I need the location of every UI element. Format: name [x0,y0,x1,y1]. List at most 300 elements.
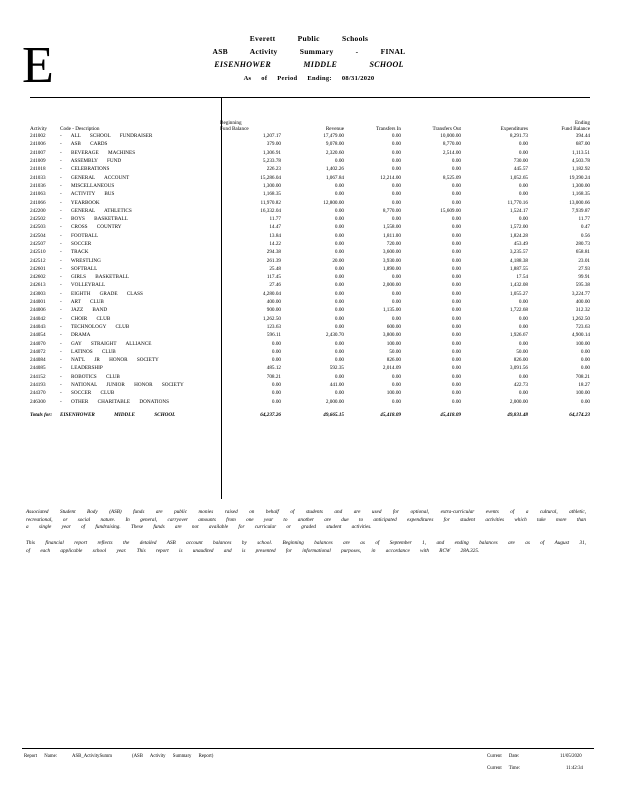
cell-ending: 0.00 [580,348,590,355]
cell-ending: 99.91 [578,274,590,281]
cell-ending: 18.27 [578,382,590,389]
footer-report-name: ASB_ActivitySumm [72,754,112,759]
cell-revenue: 0.00 [334,182,344,189]
cell-revenue: 0.00 [334,158,344,165]
cell-transfers-out: 0.00 [451,340,461,347]
cell-transfers-out: 8,525.09 [442,174,461,181]
cell-expenditures: 2,000.00 [509,398,528,405]
totals-beginning: 64,237.26 [260,411,281,418]
cell-transfers-in: 1,811.00 [383,232,401,239]
cell-revenue: 0.00 [334,340,344,347]
cell-beginning: 117.45 [266,274,281,281]
header-rule [30,97,590,98]
cell-expenditures: 0.00 [518,299,528,306]
cell-beginning: 16,332.04 [260,207,281,214]
col-beginning-balance [220,110,281,132]
cell-description: - ASB CARDS [60,141,108,148]
cell-ending: 312.32 [575,307,590,314]
cell-expenditures: 0.00 [518,216,528,223]
cell-transfers-in: 50.00 [389,348,401,355]
cell-description: - GAY STRAIGHT ALLIANCE [60,340,152,347]
cell-expenditures: 1,824.28 [509,232,528,239]
cell-revenue: 0.00 [334,373,344,380]
table-row [30,149,590,157]
cell-beginning: 4,280.04 [262,290,281,297]
cell-transfers-in: 0.00 [391,382,401,389]
cell-revenue: 12,800.00 [323,199,344,206]
cell-transfers-out: 0.00 [451,249,461,256]
cell-beginning: 1,300.00 [262,182,281,189]
cell-revenue: 0.00 [334,290,344,297]
cell-activity: 242601 [30,265,46,272]
cell-beginning: 11.77 [269,216,281,223]
cell-revenue: 0.00 [334,207,344,214]
cell-beginning: 5,233.78 [262,158,281,165]
cell-expenditures: 1,524.17 [509,207,528,214]
cell-transfers-out: 0.00 [451,158,461,165]
cell-revenue: 0.00 [334,241,344,247]
cell-beginning: 11,970.82 [260,199,281,206]
table-row [30,364,590,372]
cell-activity: 244054 [30,332,46,339]
table-row [30,281,590,289]
col-beginning-label-2: Fund Balance [220,126,249,132]
table-row [30,140,590,148]
cell-description: - TRACK [60,249,89,256]
cell-activity: 242512 [30,257,46,264]
cell-description: - CROSS COUNTRY [60,224,122,231]
cell-ending: 100.00 [575,340,590,347]
cell-transfers-in: 0.00 [391,199,401,206]
cell-ending: 7,939.87 [571,207,590,214]
table-row [30,323,590,331]
cell-transfers-in: 2,014.09 [382,365,401,372]
cell-beginning: 14.22 [269,241,281,247]
cell-transfers-out: 0.00 [451,216,461,223]
col-ending-label-2: Fund Balance [561,126,590,132]
cell-revenue: 0.00 [334,265,344,272]
cell-beginning: 27.46 [269,282,281,289]
cell-ending: 19,390.24 [569,174,590,181]
table-row [30,348,590,356]
cell-description: - DRAMA [60,332,91,339]
cell-expenditures: 50.00 [516,348,528,355]
col-ending-label-1: Ending [575,120,590,126]
cell-description: - GIRLS BASKETBALL [60,274,130,281]
cell-description: - NATIONAL JUNIOR HONOR SOCIETY [60,382,184,389]
cell-ending: 1,182.92 [571,166,590,173]
cell-activity: 244152 [30,373,46,380]
cell-transfers-in: 0.00 [391,216,401,223]
cell-ending: 0.47 [580,224,590,231]
cell-expenditures: 0.00 [518,390,528,397]
cell-description: - SOFTBALL [60,265,98,272]
table-row [30,198,590,206]
cell-transfers-out: 0.00 [451,373,461,380]
cell-revenue: 0.00 [334,232,344,239]
cell-expenditures: 0.00 [518,182,528,189]
cell-description: - ART CLUB [60,299,104,306]
cell-description: - LEADERSHIP [60,365,103,372]
cell-transfers-out: 0.00 [451,274,461,281]
cell-revenue: 2,430.70 [325,332,344,339]
cell-revenue: 0.00 [334,348,344,355]
cell-beginning: 0.00 [271,382,281,389]
cell-beginning: 14.47 [269,224,281,231]
cell-ending: 0.00 [580,398,590,405]
cell-description: - MISCELLANEOUS [60,182,115,189]
cell-ending: 0.56 [580,232,590,239]
footer-report-label: Report Name: [24,754,58,759]
table-row [30,207,590,215]
table-row [30,273,590,281]
cell-beginning: 485.12 [266,365,281,372]
cell-revenue: 1,067.84 [325,174,344,181]
cell-transfers-out: 0.00 [451,398,461,405]
cell-activity: 244193 [30,382,46,389]
cell-transfers-out: 0.00 [451,282,461,289]
cell-transfers-in: 0.00 [391,398,401,405]
totals-row [30,406,590,421]
cell-ending: 1,168.35 [571,191,590,198]
cell-transfers-in: 100.00 [386,340,401,347]
cell-beginning: 1,262.50 [262,315,281,322]
cell-description: - NAT'L JR HONOR SOCIETY [60,357,159,364]
table-row [30,356,590,364]
cell-ending: 723.63 [575,323,590,330]
cell-expenditures: 730.00 [513,158,528,165]
cell-transfers-in: 2,000.00 [382,282,401,289]
cell-activity: 242502 [30,216,46,223]
cell-transfers-in: 0.00 [391,290,401,297]
cell-ending: 1,113.51 [572,149,590,156]
col-expenditures: Expenditures [500,126,528,132]
cell-revenue: 0.00 [334,323,344,330]
cell-expenditures: 1,432.08 [509,282,528,289]
cell-ending: 4,900.14 [571,332,590,339]
cell-beginning: 15,286.04 [260,174,281,181]
activity-summary-table [30,110,590,421]
cell-description: - GENERAL ACCOUNT [60,174,130,181]
cell-description: - ASSEMBLY FUND [60,158,122,165]
footer-time-label: Current Time: [487,766,521,771]
cell-activity: 242602 [30,274,46,281]
cell-revenue: 9,078.00 [325,141,344,148]
table-row [30,232,590,240]
cell-ending: 595.38 [575,282,590,289]
cell-beginning: 1,168.35 [262,191,281,198]
cell-activity: 242200 [30,207,46,214]
cell-transfers-out: 0.00 [451,348,461,355]
cell-description: - OTHER CHARITABLE DONATIONS [60,398,170,405]
cell-transfers-out: 0.00 [451,390,461,397]
cell-activity: 241036 [30,182,46,189]
table-row [30,339,590,347]
col-code-description: Code - Description [60,126,100,132]
table-row [30,306,590,314]
cell-transfers-out: 0.00 [451,323,461,330]
col-activity: Activity [30,126,48,132]
cell-description: - TECHNOLOGY CLUB [60,323,130,330]
cell-activity: 244072 [30,348,46,355]
cell-transfers-out: 0.00 [451,307,461,314]
cell-description: - ACTIVITY BUS [60,191,115,198]
cell-transfers-in: 0.00 [391,373,401,380]
cell-ending: 394.44 [575,133,590,140]
cell-activity: 242507 [30,241,46,247]
cell-expenditures: 0.00 [518,149,528,156]
cell-beginning: 1,306.91 [262,149,281,156]
cell-beginning: 0.00 [271,398,281,405]
table-row [30,290,590,298]
cell-description: - GENERAL ATHLETICS [60,207,132,214]
cell-transfers-out: 0.00 [451,199,461,206]
cell-expenditures: 17.54 [516,274,528,281]
cell-activity: 241007 [30,149,46,156]
cell-expenditures: 11,770.16 [507,199,528,206]
col-transfers-out: Transfers Out [432,126,461,132]
cell-transfers-in: 0.00 [391,158,401,165]
cell-transfers-out: 0.00 [451,182,461,189]
cell-revenue: 0.00 [334,307,344,314]
col-revenue: Revenue [325,126,344,132]
cell-beginning: 379.00 [266,141,281,148]
cell-transfers-out: 2,514.00 [442,149,461,156]
cell-transfers-in: 0.00 [391,166,401,173]
cell-description: - ROBOTICS CLUB [60,373,120,380]
cell-transfers-in: 1,890.00 [382,265,401,272]
cell-ending: 3,224.77 [571,290,590,297]
cell-expenditures: 1,887.55 [509,265,528,272]
cell-expenditures: 0.00 [518,315,528,322]
cell-activity: 241063 [30,191,46,198]
report-header-school: EISENHOWER MIDDLE SCHOOL [214,60,404,69]
cell-description: - EIGHTH GRADE CLASS [60,290,143,297]
footer-date-value: 11/05/2020 [560,754,582,759]
cell-activity: 241006 [30,141,46,148]
cell-activity: 241002 [30,133,46,140]
cell-revenue: 0.00 [334,216,344,223]
cell-transfers-in: 3,600.00 [382,249,401,256]
cell-ending: 27.93 [578,265,590,272]
table-row [30,173,590,181]
totals-expenditures: 49,831.48 [507,411,528,418]
cell-activity: 244070 [30,340,46,347]
cell-transfers-out: 0.00 [451,257,461,264]
cell-ending: 1,300.00 [571,182,590,189]
cell-description: - BOYS BASKETBALL [60,216,128,223]
cell-activity: 243003 [30,290,46,297]
cell-description: - YEARBOOK [60,199,100,206]
cell-beginning: 900.00 [266,307,281,314]
totals-label: Totals for: [30,411,53,418]
cell-expenditures: 8,291.73 [509,133,528,140]
cell-ending: 11.77 [578,216,590,223]
cell-transfers-in: 3,930.00 [382,257,401,264]
cell-description: - CHOIR CLUB [60,315,111,322]
table-row [30,331,590,339]
cell-description: - BEVERAGE MACHINES [60,149,136,156]
cell-expenditures: 3,235.57 [509,249,528,256]
cell-ending: 400.00 [575,299,590,306]
cell-transfers-out: 0.00 [451,290,461,297]
cell-description: - ALL SCHOOL FUNDRAISER [60,133,153,140]
cell-expenditures: 0.00 [518,141,528,148]
cell-expenditures: 1,926.67 [509,332,528,339]
cell-description: - LATINOS CLUB [60,348,116,355]
cell-ending: 0.00 [580,357,590,364]
cell-beginning: 0.00 [271,348,281,355]
cell-description: - VOLLEYBALL [60,282,106,289]
cell-beginning: 708.21 [266,373,281,380]
cell-ending: 1,262.50 [571,315,590,322]
footnote-asb-description: Associated Student Body (ASB) funds are public monies raised on behalf of students and are used for optional, extra-curricular events of a cultural, athletic, recreational, or social nature. In general, carryover amounts from one year to another are due to anticipated expenditures for student activities which take more than a single year of fundraising. These funds are not available for curricular or graded student activities. [26,509,586,530]
cell-revenue: 17,479.00 [323,133,344,140]
table-row [30,215,590,223]
cell-beginning: 0.00 [271,390,281,397]
col-beginning-label-1: Beginning [220,120,242,126]
cell-revenue: 0.00 [334,282,344,289]
table-header-row [30,110,590,132]
cell-activity: 244084 [30,357,46,364]
cell-transfers-in: 1,558.00 [382,224,401,231]
cell-transfers-out: 0.00 [451,315,461,322]
cell-transfers-in: 8,770.00 [382,207,401,214]
table-row [30,389,590,397]
table-row [30,256,590,264]
table-row [30,248,590,256]
cell-transfers-in: 0.00 [391,141,401,148]
cell-activity: 241066 [30,199,46,206]
cell-revenue: 441.00 [329,382,344,389]
cell-activity: 242504 [30,232,46,239]
table-row [30,398,590,406]
cell-expenditures: 1,052.65 [509,174,528,181]
cell-expenditures: 0.00 [518,373,528,380]
cell-transfers-out: 15,609.00 [440,207,461,214]
cell-transfers-in: 0.00 [391,299,401,306]
district-logo-letter: E [22,37,54,94]
cell-activity: 242510 [30,249,46,256]
cell-transfers-in: 0.00 [391,191,401,198]
cell-transfers-out: 0.00 [451,191,461,198]
cell-ending: 708.21 [575,373,590,380]
cell-revenue: 1,402.26 [325,166,344,173]
col-transfers-in: Transfers In [375,126,401,132]
table-row [30,132,590,140]
cell-expenditures: 0.00 [518,191,528,198]
cell-ending: 23.01 [578,257,590,264]
table-body [30,132,590,406]
cell-beginning: 123.63 [266,323,281,330]
cell-transfers-out: 0.00 [451,265,461,272]
cell-revenue: 0.00 [334,315,344,322]
table-row [30,381,590,389]
cell-revenue: 0.00 [334,390,344,397]
totals-transfers-in: 45,418.09 [380,411,401,418]
cell-beginning: 1,207.17 [262,133,281,140]
footnote-report-description: This financial report reflects the detailed ASB account balances by school. Beginning balances are as of September 1, and ending balances are as of August 31, of each applicable school year. This report is unaudited and is presented for informational purposes, in accordance with RCW 28A.325. [26,540,586,554]
cell-expenditures: 0.00 [518,323,528,330]
cell-transfers-in: 12,214.00 [380,174,401,181]
cell-ending: 658.81 [575,249,590,256]
cell-expenditures: 422.73 [513,382,528,389]
cell-activity: 241033 [30,174,46,181]
cell-transfers-out: 0.00 [451,357,461,364]
report-header-title: ASB Activity Summary - FINAL [212,47,406,56]
cell-transfers-in: 0.00 [391,133,401,140]
cell-transfers-out: 0.00 [451,299,461,306]
cell-transfers-in: 100.00 [386,390,401,397]
cell-transfers-out: 0.00 [451,241,461,247]
cell-beginning: 400.00 [266,299,281,306]
cell-activity: 244043 [30,323,46,330]
totals-revenue: 49,665.15 [323,411,344,418]
cell-transfers-in: 0.00 [391,274,401,281]
cell-transfers-in: 826.00 [386,357,401,364]
cell-transfers-in: 0.00 [391,182,401,189]
cell-activity: 246300 [30,398,46,405]
cell-expenditures: 445.57 [513,166,528,173]
cell-transfers-out: 0.00 [451,382,461,389]
cell-activity: 244006 [30,307,46,314]
cell-beginning: 596.11 [266,332,281,339]
cell-transfers-out: 0.00 [451,232,461,239]
cell-description: - CELEBRATIONS [60,166,110,173]
table-row [30,315,590,323]
cell-transfers-out: 0.00 [451,332,461,339]
cell-revenue: 0.00 [334,299,344,306]
cell-description: - SOCCER [60,241,92,247]
totals-school: EISENHOWER MIDDLE SCHOOL [60,411,176,418]
table-row [30,240,590,248]
cell-revenue: 2,320.60 [325,149,344,156]
report-header-district: Everett Public Schools [249,34,369,43]
cell-transfers-out: 10,000.00 [440,133,461,140]
cell-beginning: 0.00 [271,340,281,347]
footer-time-value: 11:42:34 [566,766,583,771]
cell-revenue: 2,000.00 [325,398,344,405]
cell-ending: 687.00 [575,141,590,148]
table-row [30,190,590,198]
cell-beginning: 226.23 [266,166,281,173]
cell-description: - SOCCER CLUB [60,390,115,397]
cell-transfers-out: 0.00 [451,224,461,231]
totals-transfers-out: 45,418.09 [440,411,461,418]
cell-transfers-in: 3,800.00 [382,332,401,339]
cell-revenue: 0.00 [334,357,344,364]
footer-report-desc: (ASB Activity Summary Report) [132,754,214,759]
col-ending-balance [528,110,590,132]
cell-expenditures: 453.49 [513,241,528,247]
cell-revenue: 592.35 [329,365,344,372]
table-row [30,223,590,231]
cell-expenditures: 826.00 [513,357,528,364]
cell-transfers-in: 0.00 [391,315,401,322]
cell-transfers-in: 600.00 [386,323,401,330]
cell-transfers-out: 0.00 [451,365,461,372]
cell-beginning: 0.00 [271,357,281,364]
table-row [30,182,590,190]
cell-expenditures: 1,055.27 [509,290,528,297]
footer-rule [22,748,594,749]
cell-ending: 13,000.66 [569,199,590,206]
cell-description: - FOOTBALL [60,232,99,239]
cell-activity: 244370 [30,390,46,397]
cell-expenditures: 1,572.00 [509,224,528,231]
cell-ending: 0.00 [580,365,590,372]
cell-description: - WRESTLING [60,257,101,264]
